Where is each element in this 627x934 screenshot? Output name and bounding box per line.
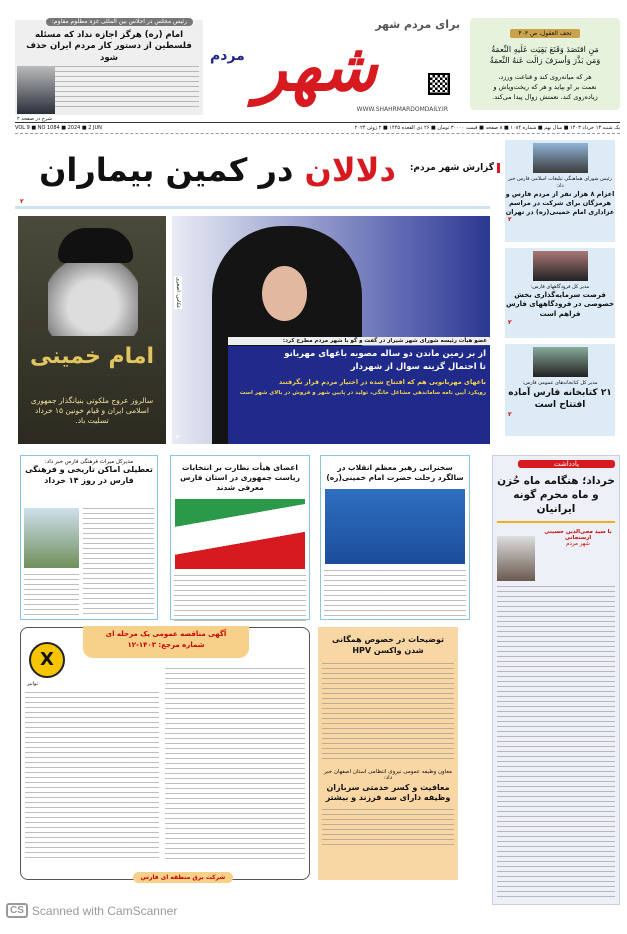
opinion-body xyxy=(497,586,615,898)
story-body xyxy=(83,508,154,616)
poster-title: امام خمینی xyxy=(29,344,155,369)
opinion-badge: یادداشت xyxy=(518,460,615,468)
dateline-fa: یک شنبه ۱۳ خرداد ۱۴۰۳ ■ سال نهم ■ شماره ۱۰۸۴ ■ ۸ صفحه ■ قیمت ۳۰۰۰۰ تومان ■ ۲۶ ذی القعده ۱۴۴۵ ■ ۲ ژوئن ۲۰۲۴ xyxy=(354,125,620,131)
feature-kicker: عضو هیأت رئیسه شورای شهر شیراز در گفت و گو با شهر مردم مطرح کرد: xyxy=(228,337,490,345)
sidebar-kicker: مدیر کل کتابخانه‌های عمومی فارس: xyxy=(522,380,598,386)
feature-story[interactable] xyxy=(172,216,490,444)
opinion-author: با سید محی‌الدین حسینی ارسنجانی xyxy=(544,528,612,541)
hpv-title: توضیحات در خصوص همگانی شدن واکسن HPV xyxy=(332,635,444,655)
hadith-persian: نعمت بر او بپاید و هر که ریخت‌وپاش و xyxy=(493,83,597,91)
story-election[interactable] xyxy=(170,455,310,620)
flag-ballot-photo xyxy=(175,499,305,569)
story-title: تعطیلی اماکن تاریخی و فرهنگی فارس در روز ۱۴ خرداد xyxy=(25,465,153,485)
story-kicker: معاون وظیفه عمومی نیروی انتظامی استان اصفهان خبر داد: xyxy=(324,768,452,781)
news-title: امام (ره) هرگز اجازه نداد که مسئله فلسطین از دستور کار مردم ایران حذف شود xyxy=(26,30,192,63)
photo-credit: عکاس: اصغری xyxy=(175,277,181,309)
sidebar-photo xyxy=(533,251,588,281)
hafezieh-photo xyxy=(24,508,79,568)
opinion-title: خرداد؛ هنگامه ماه حُزن و ماه محرم گونه ایرانیان xyxy=(497,474,615,523)
continued-note: شرح در صفحه ۲ xyxy=(17,116,52,122)
hadith-source: تحف العقول، ص ۴۰۳ xyxy=(510,29,579,38)
imam-khomeini-poster xyxy=(18,216,166,444)
page-number: ۲ xyxy=(508,319,512,327)
story-title: سخنرانی رهبر معظم انقلاب در سالگرد رحلت حضرت امام خمینی(ره) xyxy=(326,463,464,483)
sidebar-kicker: مدیر کل فرودگاههای فارس: xyxy=(530,284,590,290)
sidebar xyxy=(505,140,615,440)
tender-header xyxy=(83,626,249,658)
hadith-arabic: وَمَن بَذَّرَ وَأسرَفَ زالَت عَنهُ النِّعمَةُ xyxy=(489,56,601,65)
turban xyxy=(58,228,133,263)
feature-caption xyxy=(228,346,490,444)
hadith-arabic: مَنِ اقتَصَدَ وَقَنَعَ بَقِيَت عَلَيهِ النِّعمَةُ xyxy=(491,45,599,54)
speech-photo xyxy=(325,489,465,564)
hpv-story[interactable] xyxy=(318,627,458,880)
sidebar-title: ۲۱ کتابخانه فارس آماده افتتاح است xyxy=(508,388,612,411)
watermark-text: Scanned with CamScanner xyxy=(31,903,178,918)
headline-red: دلالان xyxy=(304,151,396,189)
logo-main: شهر xyxy=(255,28,378,106)
sidebar-item[interactable] xyxy=(505,344,615,436)
sidebar-kicker: رئیس شورای هماهنگی تبلیغات اسلامی فارس خبر داد: xyxy=(508,176,612,189)
opinion-author-role: شهر مردم xyxy=(566,540,590,547)
headline-black: در کمین بیماران xyxy=(39,151,294,189)
story-title: اعضای هیأت نظارت بر انتخابات ریاست جمهوری در استان فارس معرفی شدند xyxy=(180,463,300,493)
feature-subtitle: باغهای مهربانویی هم که افتتاح شده در اختیار مردم قرار نگرفتند xyxy=(278,378,486,386)
tagline: برای مردم شهر xyxy=(375,18,460,31)
masthead-logo xyxy=(210,18,460,118)
story-kicker: مدیرکل میراث فرهنگی فارس خبر داد: xyxy=(44,459,134,465)
divider xyxy=(15,206,490,209)
logo-small: مردم xyxy=(210,48,245,64)
story-body xyxy=(324,570,466,618)
page-number: ۲ xyxy=(508,216,512,224)
camscanner-watermark xyxy=(6,903,177,918)
story-heritage[interactable] xyxy=(20,455,158,620)
hadith-persian: هر که میانه‌روی کند و قناعت ورزد، xyxy=(498,73,592,81)
dateline xyxy=(15,122,620,134)
tender-body xyxy=(25,692,159,861)
feature-photo-face xyxy=(262,266,307,321)
story-body xyxy=(322,809,454,845)
page-number: ۲ xyxy=(176,434,180,441)
feature-subtitle: رویکرد آیین نامه ساماندهی مشاغل خانگی، تولید در پایین شهر و فروش در بالای شهر است xyxy=(239,390,486,396)
opinion-column[interactable] xyxy=(492,455,620,905)
website: WWW.SHAHRMARDOMDAILY.IR xyxy=(356,106,448,113)
page-number: ۲ xyxy=(20,198,24,205)
poster-text: سالروز عروج ملکوتی بنیانگذار جمهوری اسلامی ایران و قیام خونین ۱۵ خرداد تسلیت باد. xyxy=(30,396,154,425)
sidebar-title: فرصت سرمایه‌گذاری بخش خصوصی در فرودگاههای فارس فراهم است xyxy=(505,291,615,318)
story-body xyxy=(24,574,79,616)
main-headline xyxy=(15,140,420,202)
tender-title: آگهی مناقصه عمومی یک مرحله ای xyxy=(105,630,227,638)
speaker-photo xyxy=(17,66,55,114)
top-left-news xyxy=(15,18,203,122)
tender-body xyxy=(165,668,305,861)
sidebar-item[interactable] xyxy=(505,140,615,242)
hpv-body xyxy=(322,663,454,763)
story-title: معافیت و کسر خدمتی سربازان وظیفه دارای سه فرزند و بیشتر xyxy=(325,782,451,803)
sidebar-title: اعزام ۸ هزار نفر از مردم فارس و هرمزگان برای شرکت در مراسم عزاداری امام خمینی(ره) در تهران xyxy=(505,190,615,216)
feature-title: از بر زمین ماندن دو ساله مصوبه باغهای مهربانو xyxy=(284,349,486,359)
sidebar-photo xyxy=(533,347,588,377)
hadith-persian: زیاده‌روی کند، نعمتش زوال پیدا می‌کند. xyxy=(492,93,598,101)
hadith-box xyxy=(470,18,620,110)
page-number: ۲ xyxy=(508,411,512,419)
sidebar-item[interactable] xyxy=(505,248,615,338)
news-kicker: رئیس مجلس در اجلاس بین المللی غزه مظلوم مقاوم: xyxy=(46,18,193,26)
tender-ad[interactable] xyxy=(20,627,310,880)
story-leader-speech[interactable] xyxy=(320,455,470,620)
logo-caption: توانیر xyxy=(27,681,39,687)
feature-title: تا احتمال گزینه سوال از شهردار xyxy=(350,362,486,372)
author-photo xyxy=(497,536,535,581)
news-body xyxy=(55,66,199,110)
camscanner-logo-icon: CS xyxy=(6,903,28,918)
tender-ref: شماره مرجع: ۱۴۰۳-۱۲ xyxy=(127,641,205,649)
qr-code-icon xyxy=(428,73,450,95)
dateline-en: VOL 9 ■ NO 1084 ■ 2024 ■ 2 JUN xyxy=(15,125,102,131)
sidebar-photo xyxy=(533,143,588,173)
main-kicker: گزارش شهر مردم: xyxy=(422,163,500,173)
tavanir-logo: X xyxy=(29,642,65,678)
tender-company: شرکت برق منطقه ای فارس xyxy=(133,872,233,883)
story-body xyxy=(174,575,306,625)
